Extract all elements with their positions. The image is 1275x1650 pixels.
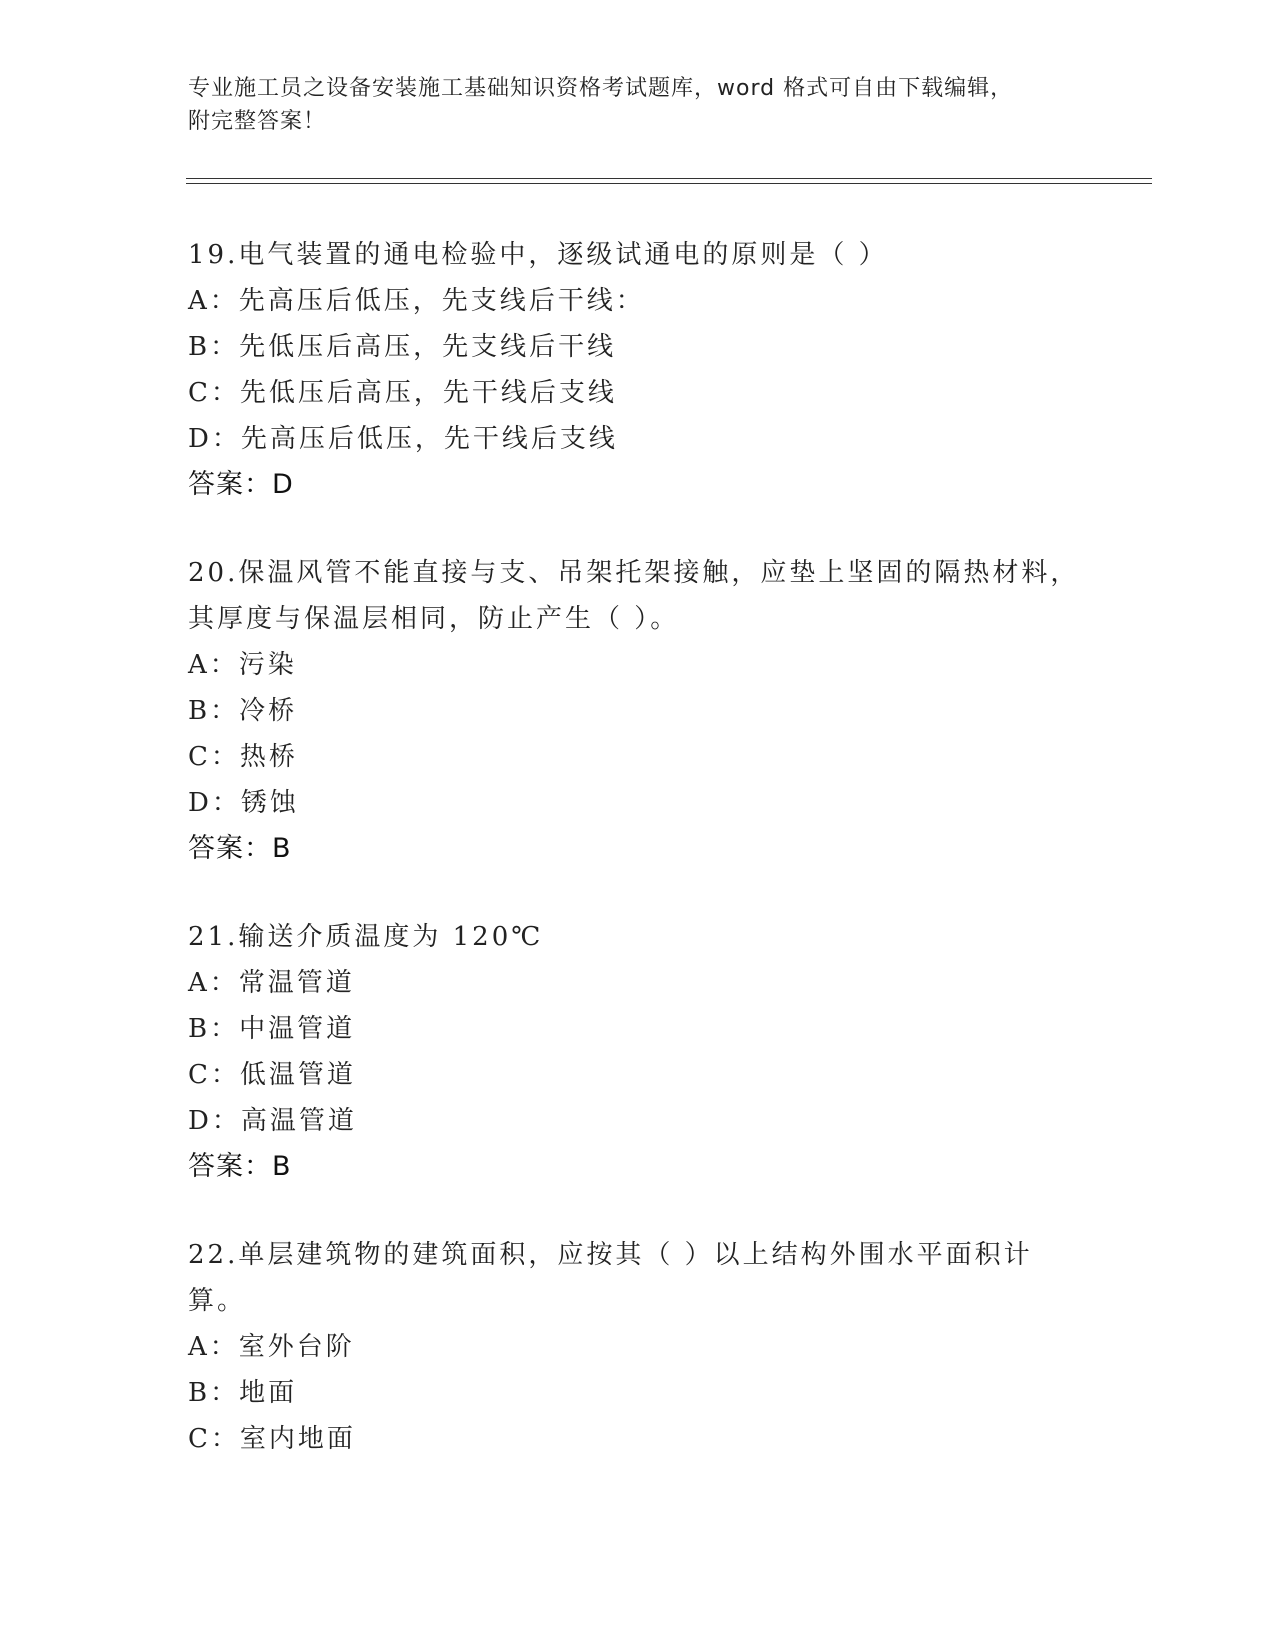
option-text: 地面 [239, 1378, 298, 1408]
option-key: A： [188, 650, 239, 680]
option-text: 锈蚀 [240, 788, 299, 818]
option-key: D： [188, 1106, 241, 1136]
option-text: 污染 [238, 650, 297, 680]
header-line-1: 专业施工员之设备安装施工基础知识资格考试题库，word 格式可自由下载编辑， [188, 76, 1014, 101]
header-line-2: 附完整答案！ [188, 109, 327, 134]
option-text: 先高压后低压，先支线后干线： [238, 286, 645, 316]
option-key: C： [188, 742, 240, 772]
option-a [188, 960, 1088, 1006]
option-key: A： [188, 286, 239, 316]
option-b [188, 1370, 1088, 1416]
question-21 [188, 914, 1088, 1190]
option-key: C： [188, 1060, 240, 1090]
question-22 [188, 1232, 1088, 1462]
option-key: A： [188, 968, 239, 998]
option-d [188, 780, 1088, 826]
option-c [188, 1416, 1088, 1462]
document-header [188, 72, 1068, 138]
option-key: B： [188, 696, 240, 726]
option-key: B： [188, 332, 240, 362]
option-key: D： [188, 788, 241, 818]
option-text: 中温管道 [239, 1014, 356, 1044]
option-text: 先低压后高压，先支线后干线 [239, 332, 617, 362]
option-key: D： [188, 424, 241, 454]
answer-line: 答案：B [188, 1151, 292, 1182]
option-d [188, 416, 1088, 462]
option-text: 先高压后低压，先干线后支线 [240, 424, 618, 454]
option-text: 冷桥 [239, 696, 298, 726]
option-c [188, 1052, 1088, 1098]
option-d [188, 1098, 1088, 1144]
question-stem: 21.输送介质温度为 120℃ [188, 922, 544, 952]
option-key: C： [188, 1424, 240, 1454]
option-a [188, 278, 1088, 324]
option-key: A： [188, 1332, 239, 1362]
answer-line: 答案：D [188, 469, 294, 500]
option-text: 高温管道 [240, 1106, 357, 1136]
question-stem: 20.保温风管不能直接与支、吊架托架接触，应垫上坚固的隔热材料，其厚度与保温层相同，防止产生（ ）。 [188, 558, 1080, 634]
question-stem: 22.单层建筑物的建筑面积，应按其（ ）以上结构外围水平面积计算。 [188, 1240, 1033, 1316]
option-key: B： [188, 1378, 240, 1408]
option-c [188, 734, 1088, 780]
header-divider-bottom [186, 183, 1152, 184]
option-c [188, 370, 1088, 416]
question-19 [188, 232, 1088, 508]
option-text: 热桥 [239, 742, 298, 772]
option-key: C： [188, 378, 240, 408]
option-b [188, 688, 1088, 734]
option-text: 室内地面 [239, 1424, 356, 1454]
question-stem: 19.电气装置的通电检验中，逐级试通电的原则是（ ） [188, 240, 888, 270]
option-text: 常温管道 [238, 968, 355, 998]
question-20 [188, 550, 1088, 872]
option-a [188, 1324, 1088, 1370]
header-divider-top [186, 178, 1152, 179]
answer-line: 答案：B [188, 833, 292, 864]
option-text: 低温管道 [239, 1060, 356, 1090]
question-list [188, 232, 1088, 1504]
option-b [188, 1006, 1088, 1052]
option-a [188, 642, 1088, 688]
option-key: B： [188, 1014, 240, 1044]
option-text: 室外台阶 [238, 1332, 355, 1362]
option-b [188, 324, 1088, 370]
option-text: 先低压后高压，先干线后支线 [239, 378, 617, 408]
